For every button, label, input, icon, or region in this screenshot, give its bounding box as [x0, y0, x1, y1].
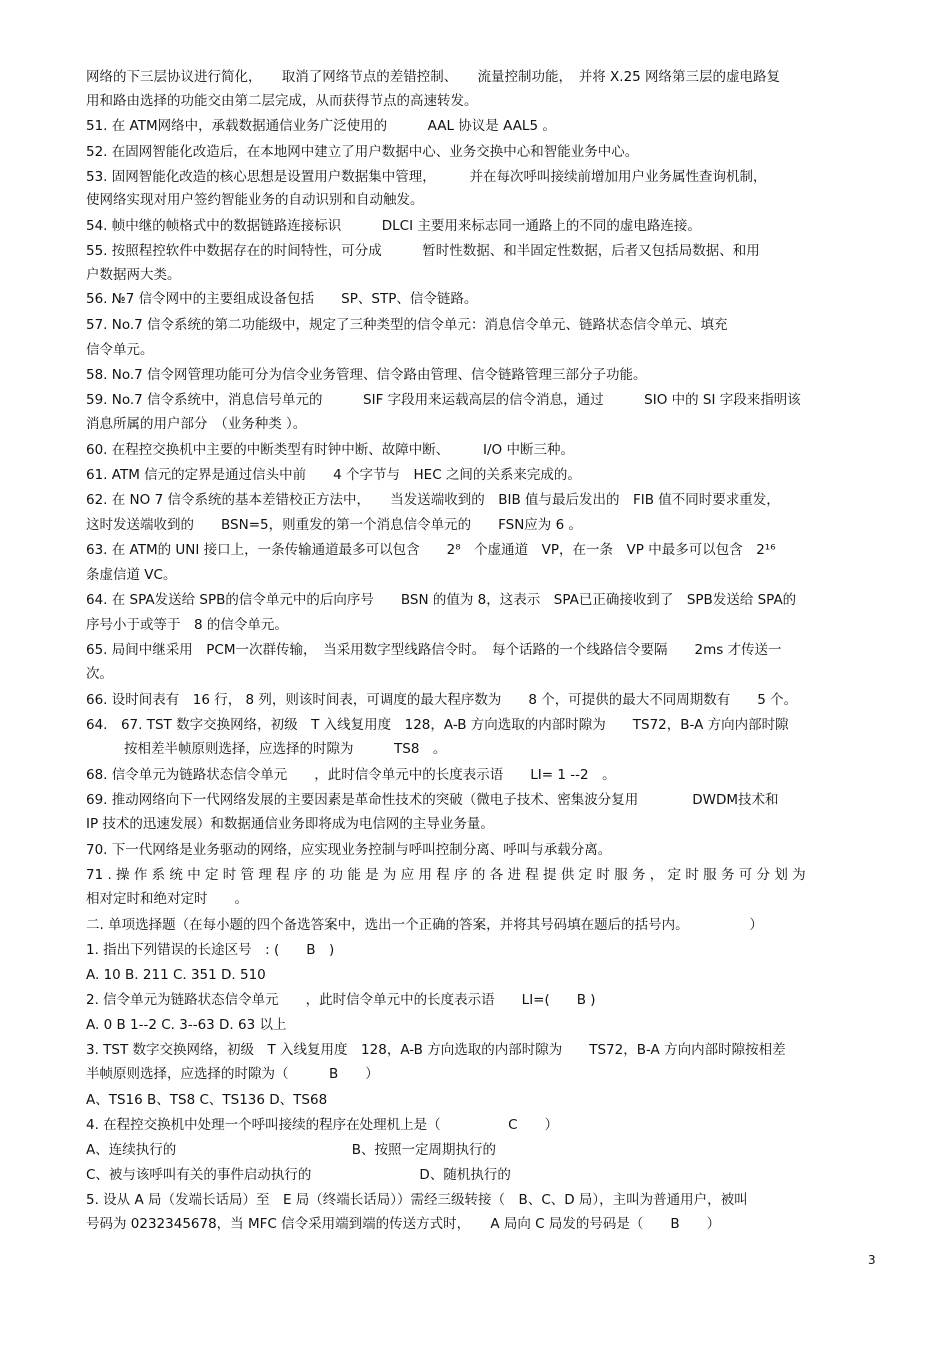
text-line: 信令单元。 [86, 342, 154, 358]
page-number: 3 [868, 1253, 876, 1267]
question-line: 4. 在程控交换机中处理一个呼叫接续的程序在处理机上是（ C ） [86, 1117, 559, 1133]
text-line: 51. 在 ATM网络中，承载数据通信业务广泛使用的 AAL 协议是 AAL5 。 [86, 118, 556, 134]
text-line: 60. 在程控交换机中主要的中断类型有时钟中断、故障中断、 I/O 中断三种。 [86, 442, 574, 458]
options-line: A. 0 B 1--2 C. 3--63 D. 63 以上 [86, 1017, 287, 1033]
text-line: 64. 在 SPA发送给 SPB的信令单元中的后向序号 BSN 的值为 8，这表示 SPA已正确接收到了 SPB发送给 SPA的 [86, 592, 797, 608]
text-line: 68. 信令单元为链路状态信令单元 ，此时信令单元中的长度表示语 LI= 1 --2 。 [86, 767, 616, 783]
options-line: A、连续执行的 B、按照一定周期执行的 [86, 1142, 496, 1158]
text-line: 按相差半帧原则选择，应选择的时隙为 TS8 。 [124, 741, 447, 757]
question-line: 2. 信令单元为链路状态信令单元 ，此时信令单元中的长度表示语 LI=( B ) [86, 992, 596, 1008]
text-line: 户数据两大类。 [86, 267, 181, 283]
text-line: 消息所属的用户部分 （业务种类 ）。 [86, 416, 307, 432]
text-line: 70. 下一代网络是业务驱动的网络，应实现业务控制与呼叫控制分离、呼叫与承载分离。 [86, 842, 612, 858]
text-line: 53. 固网智能化改造的核心思想是设置用户数据集中管理， 并在每次呼叫接续前增加用户业务属性查询机制， [86, 169, 767, 185]
text-line: 69. 推动网络向下一代网络发展的主要因素是革命性技术的突破（微电子技术、密集波分复用 DWDM技术和 [86, 792, 779, 808]
text-line: 这时发送端收到的 BSN=5，则重发的第一个消息信令单元的 FSN应为 6 。 [86, 517, 582, 533]
options-line: A. 10 B. 211 C. 351 D. 510 [86, 967, 266, 983]
options-line: A、TS16 B、TS8 C、TS136 D、TS68 [86, 1092, 328, 1108]
options-line: C、被与该呼叫有关的事件启动执行的 D、随机执行的 [86, 1167, 511, 1183]
text-line: 用和路由选择的功能交由第二层完成，从而获得节点的高速转发。 [86, 93, 478, 109]
text-line: 次。 [86, 666, 113, 682]
text-line: 55. 按照程控软件中数据存在的时间特性，可分成 暂时性数据、和半固定性数据，后者又包括局数据、和用 [86, 243, 801, 259]
text-line: 65. 局间中继采用 PCM一次群传输， 当采用数字型线路信令时。 每个话路的一个线路信令要隔 2ms 才传送一 [86, 642, 782, 658]
question-line: 半帧原则选择，应选择的时隙为（ B ） [86, 1066, 379, 1082]
text-line: 71 . 操 作 系 统 中 定 时 管 理 程 序 的 功 能 是 为 应 用 程 序 的 各 进 程 提 供 定 时 服 务 ， 定 时 服 务 可 分 划 为 [86, 867, 806, 883]
text-line: 条虚信道 VC。 [86, 567, 177, 583]
question-line: 1. 指出下列错误的长途区号 : ( B ) [86, 942, 335, 958]
text-line: 56. №7 信令网中的主要组成设备包括 SP、STP、信令链路。 [86, 291, 478, 307]
text-line: 63. 在 ATM的 UNI 接口上，一条传输通道最多可以包含 2⁸ 个虚通道 VP，在一条 VP 中最多可以包含 2¹⁶ [86, 542, 776, 558]
section-heading: 二. 单项选择题（在每小题的四个备选答案中，选出一个正确的答案，并将其号码填在题后的括号内。 ） [86, 917, 763, 933]
text-line: 相对定时和绝对定时 。 [86, 891, 248, 907]
text-line: 使网络实现对用户签约智能业务的自动识别和自动触发。 [86, 192, 424, 208]
text-line: 网络的下三层协议进行简化， 取消了网络节点的差错控制、 流量控制功能， 并将 X.25 网络第三层的虚电路复 [86, 69, 781, 85]
question-line: 5. 设从 A 局（发端长话局）至 E 局（终端长话局））需经三级转接（ B、C、D 局），主叫为普通用户，被叫 [86, 1192, 748, 1208]
text-line: 序号小于或等于 8 的信令单元。 [86, 617, 288, 633]
text-line: 52. 在固网智能化改造后，在本地网中建立了用户数据中心、业务交换中心和智能业务中心。 [86, 144, 639, 160]
question-line: 号码为 0232345678，当 MFC 信令采用端到端的传送方式时， A 局向 C 局发的号码是（ B ） [86, 1216, 721, 1232]
text-line: 61. ATM 信元的定界是通过信头中前 4 个字节与 HEC 之间的关系来完成的。 [86, 467, 581, 483]
text-line: 58. No.7 信令网管理功能可分为信令业务管理、信令路由管理、信令链路管理三部分子功能。 [86, 367, 647, 383]
text-line: 62. 在 NO 7 信令系统的基本差错校正方法中， 当发送端收到的 BIB 值与最后发出的 FIB 值不同时要求重发， [86, 492, 780, 508]
text-line: 64. 67. TST 数字交换网络，初级 T 入线复用度 128，A-B 方向选取的内部时隙为 TS72，B-A 方向内部时隙 [86, 717, 789, 733]
text-line: 66. 设时间表有 16 行， 8 列，则该时间表，可调度的最大程序数为 8 个，可提供的最大不同周期数有 5 个。 [86, 692, 798, 708]
text-line: 59. No.7 信令系统中，消息信号单元的 SIF 字段用来运载高层的信令消息，通过 SIO 中的 SI 字段来指明该 [86, 392, 801, 408]
question-line: 3. TST 数字交换网络，初级 T 入线复用度 128，A-B 方向选取的内部时隙为 TS72，B-A 方向内部时隙按相差 [86, 1042, 786, 1058]
text-line: 57. No.7 信令系统的第二功能级中，规定了三种类型的信令单元：消息信令单元、链路状态信令单元、填充 [86, 317, 728, 333]
text-line: 54. 帧中继的帧格式中的数据链路连接标识 DLCI 主要用来标志同一通路上的不同的虚电路连接。 [86, 218, 701, 234]
text-line: IP 技术的迅速发展）和数据通信业务即将成为电信网的主导业务量。 [86, 816, 494, 832]
